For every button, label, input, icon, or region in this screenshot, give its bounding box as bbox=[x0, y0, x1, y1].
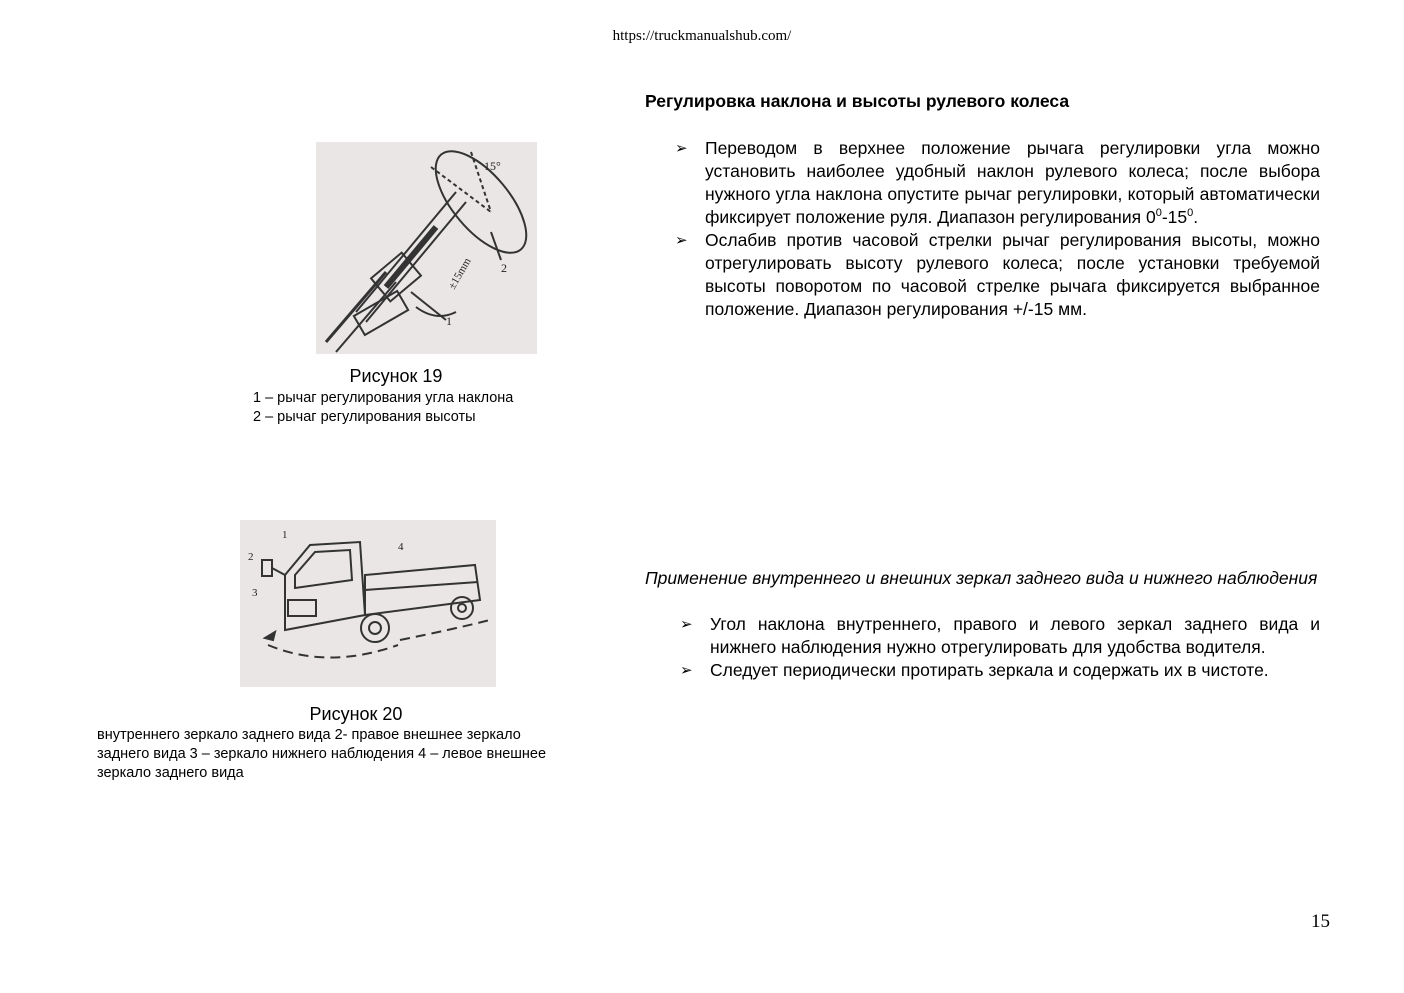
bullet-arrow-icon: ➢ bbox=[675, 140, 688, 157]
figure-19-title: Рисунок 19 bbox=[349, 366, 443, 386]
figure-20-caption-line-3: зеркало заднего вида bbox=[97, 765, 244, 781]
fig19-height-label: ±15mm bbox=[446, 255, 474, 292]
page-number: 15 bbox=[1311, 911, 1330, 932]
header-url: https://truckmanualshub.com/ bbox=[612, 28, 792, 44]
truck-bed-shape bbox=[365, 565, 480, 615]
bullet-arrow-icon: ➢ bbox=[680, 662, 693, 679]
section-2-bullet-2: ➢ Следует периодически протирать зеркала и содержать их в чистоте. bbox=[680, 660, 1269, 680]
figure-20-caption-line-1: внутреннего зеркало заднего вида 2- правое внешнее зеркало bbox=[97, 727, 521, 743]
figure-20-caption-line-2: заднего вида 3 – зеркало нижнего наблюдения 4 – левое внешнее bbox=[97, 746, 547, 762]
figure-20-image bbox=[240, 520, 496, 687]
figure-20-title: Рисунок 20 bbox=[309, 704, 403, 724]
fig20-callout-2: 2 bbox=[248, 551, 254, 563]
section-1-list bbox=[675, 137, 1320, 321]
section-2-list bbox=[680, 613, 1320, 682]
fig20-callout-3: 3 bbox=[252, 587, 258, 599]
fig20-callout-4: 4 bbox=[398, 541, 404, 553]
fig20-callout-1: 1 bbox=[282, 529, 288, 541]
figure-19-image bbox=[316, 142, 537, 354]
section-2-bullet-1: ➢ Угол наклона внутреннего, правого и левого зеркал заднего вида и нижнего наблюдения нужно отрегулировать для удобства водителя. bbox=[680, 614, 1320, 657]
bullet-arrow-icon: ➢ bbox=[675, 232, 688, 249]
section-2-title: Применение внутреннего и внешних зеркал заднего вида и нижнего наблюдения bbox=[645, 568, 1318, 588]
fig19-callout-2: 2 bbox=[501, 261, 507, 275]
figure-19-caption-2: 2 – рычаг регулирования высоты bbox=[253, 409, 476, 425]
steering-wheel-shape bbox=[420, 142, 537, 267]
bullet-arrow-icon: ➢ bbox=[680, 616, 693, 633]
section-1-bullet-1: ➢ Переводом в верхнее положение рычага регулировки угла можно установить наиболее удобный наклон рулевого колеса; после выбора нужного угла наклона опустите рычаг регулировки, который автоматически фиксирует положение руля. Диапазон регулирования $0^0-15^0$. bbox=[675, 138, 1320, 227]
truck-drawing bbox=[240, 520, 496, 687]
fig19-angle-label: 15° bbox=[484, 159, 501, 173]
steering-column-drawing bbox=[316, 142, 537, 354]
figure-19-caption-1: 1 – рычаг регулирования угла наклона bbox=[253, 390, 514, 406]
section-1-title: Регулировка наклона и высоты рулевого колеса bbox=[645, 91, 1070, 111]
section-1-bullet-2: ➢ Ослабив против часовой стрелки рычаг регулирования высоты, можно отрегулировать высоту рулевого колеса; после установки требуемой высоты поворотом по часовой стрелке рычага фиксируется выбранное положение. Диапазон регулирования +/-15 мм. bbox=[675, 230, 1320, 319]
fig19-callout-1: 1 bbox=[446, 314, 452, 328]
